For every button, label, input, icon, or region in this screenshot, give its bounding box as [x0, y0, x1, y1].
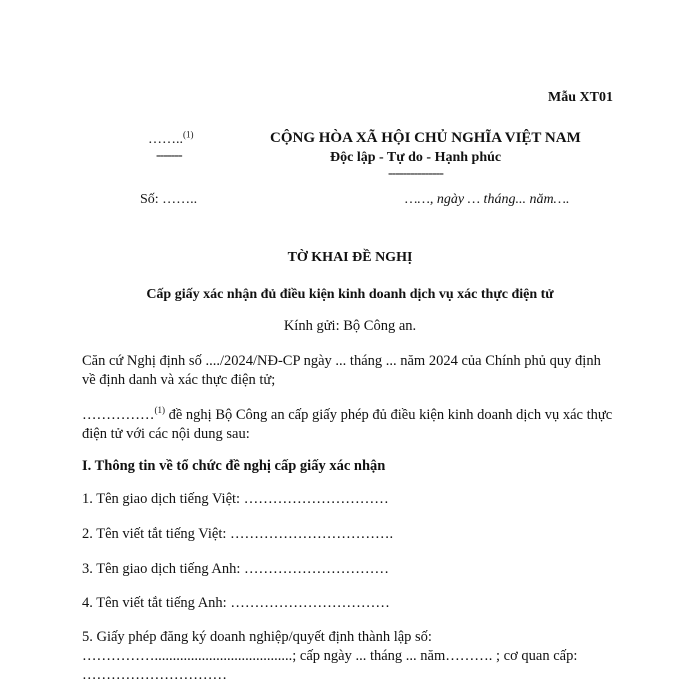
national-title: CỘNG HÒA XÃ HỘI CHỦ NGHĨA VIỆT NAM — [270, 130, 581, 146]
motto-underline: --------------- — [388, 166, 443, 181]
field-english-abbreviation: 4. Tên viết tắt tiếng Anh: …………………………… — [82, 595, 390, 611]
national-motto: Độc lập - Tự do - Hạnh phúc — [330, 150, 502, 165]
footnote-marker: (1) — [183, 129, 194, 140]
form-subtitle: Cấp giấy xác nhận đủ điều kiện kinh doanh dịch vụ xác thực điện tử — [146, 287, 554, 302]
issuing-org-placeholder: ……..$^{(1)}$ — [148, 129, 194, 147]
document-number: Số: …….. — [140, 192, 198, 207]
issuing-org-underline: ------- — [156, 148, 182, 163]
field-english-name: 3. Tên giao dịch tiếng Anh: ………………………… — [82, 561, 390, 577]
field-vietnamese-abbreviation: 2. Tên viết tắt tiếng Việt: ……………………………. — [82, 526, 394, 542]
field-issuing-authority: ………………………… — [82, 667, 227, 683]
field-business-license-details: ……………......................................; cấp ngày ... tháng ... năm………. ; cơ quan cấp: — [82, 648, 578, 664]
request-paragraph: ……………$^{(1)}$ đề nghị Bộ Công an cấp giấy phép đủ điều kiện kinh doanh dịch vụ xác thực điện tử với các nội dung sau: — [82, 405, 613, 442]
field-vietnamese-name: 1. Tên giao dịch tiếng Việt: ………………………… — [82, 491, 389, 507]
form-title: TỜ KHAI ĐỀ NGHỊ — [287, 250, 413, 265]
document-date: ……, ngày … tháng... năm…. — [405, 192, 570, 207]
legal-basis-paragraph: Căn cứ Nghị định số ..../2024/NĐ-CP ngày ... tháng ... năm 2024 của Chính phủ quy định về định danh và xác thực điện tử; — [82, 353, 601, 388]
addressee: Kính gửi: Bộ Công an. — [283, 318, 417, 334]
footnote-marker: (1) — [154, 405, 165, 416]
field-business-license: 5. Giấy phép đăng ký doanh nghiệp/quyết định thành lập số: — [82, 629, 432, 645]
section-heading: I. Thông tin về tổ chức đề nghị cấp giấy xác nhận — [82, 458, 386, 474]
form-code: Mẫu XT01 — [548, 90, 613, 105]
